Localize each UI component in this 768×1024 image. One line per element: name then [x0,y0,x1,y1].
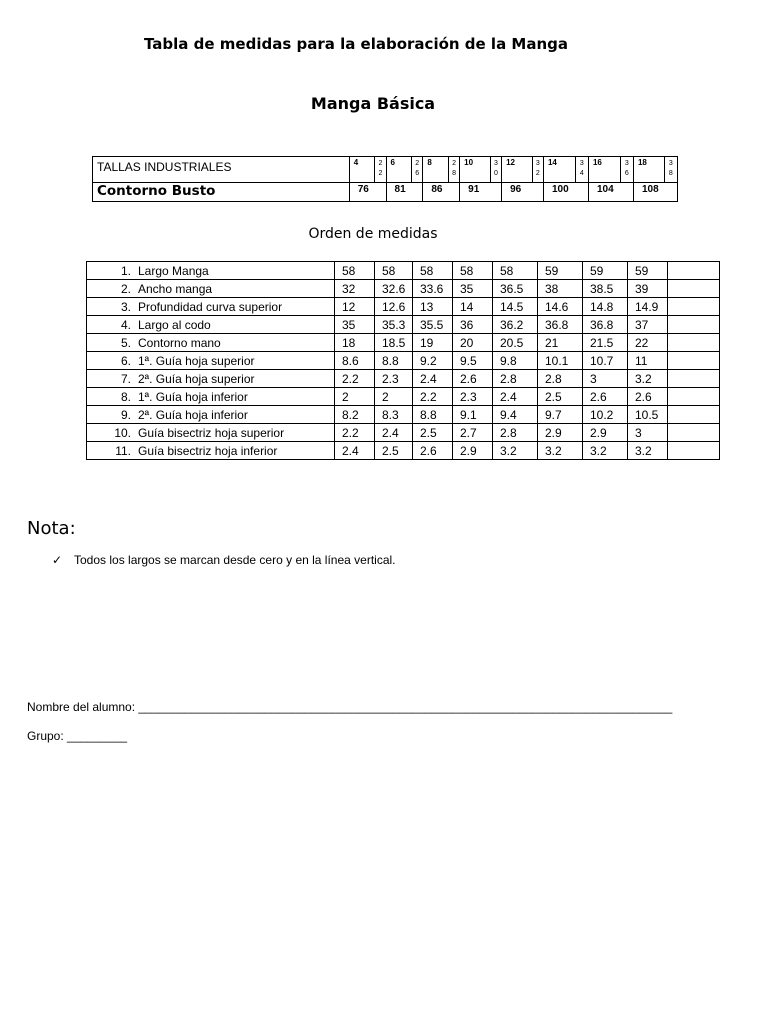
size-cell: 16 [588,157,620,183]
measure-value: 2.4 [335,442,375,460]
measure-value: 2.6 [453,370,493,388]
measure-value: 2.4 [413,370,453,388]
nota-title: Nota: [27,518,76,539]
measure-name-cell [87,298,335,316]
measure-value: 20.5 [493,334,538,352]
measure-value: 8.8 [413,406,453,424]
measure-value [668,334,720,352]
measure-value: 2.3 [375,370,413,388]
measure-name: 1ª. Guía hoja superior [138,353,255,368]
measure-value: 32 [335,280,375,298]
measure-value: 58 [413,262,453,280]
measure-value: 36.8 [583,316,628,334]
measure-value: 2.6 [413,442,453,460]
measure-name-cell [87,424,335,442]
measure-name: 1ª. Guía hoja inferior [138,389,248,404]
bust-value: 76 [349,183,386,202]
size-alt-cell: 3 4 [575,157,588,183]
measure-name: Guía bisectriz hoja inferior [138,443,278,458]
measure-value: 35.5 [413,316,453,334]
measure-value: 21 [538,334,583,352]
measure-value: 36 [453,316,493,334]
size-cell: 14 [543,157,575,183]
size-cell: 8 [423,157,449,183]
measure-value: 2.9 [453,442,493,460]
measure-value: 9.5 [453,352,493,370]
measure-number: 8. [120,389,131,404]
measure-value: 3 [583,370,628,388]
measure-value: 59 [628,262,668,280]
measure-value: 2.3 [453,388,493,406]
measure-value: 36.8 [538,316,583,334]
measure-value: 2.8 [493,424,538,442]
measure-value [668,388,720,406]
measure-row [87,316,720,334]
measure-number: 5. [120,335,131,350]
checkmark-icon: ✓ [52,553,63,567]
measure-value: 8.3 [375,406,413,424]
measure-value: 58 [335,262,375,280]
measure-value [668,316,720,334]
measure-value: 10.5 [628,406,668,424]
measure-value: 2.9 [583,424,628,442]
measure-value: 35.3 [375,316,413,334]
measure-value: 39 [628,280,668,298]
measure-number: 2. [120,281,131,296]
measure-value [668,298,720,316]
measure-value [668,262,720,280]
bust-value: 100 [543,183,588,202]
measure-value: 32.6 [375,280,413,298]
size-alt-cell: 2 2 [375,157,386,183]
measure-number: 4. [120,317,131,332]
measure-value: 36.5 [493,280,538,298]
measure-name: Largo al codo [138,317,211,332]
measures-table [86,261,720,460]
measure-value: 2.2 [335,424,375,442]
measure-value: 2.4 [493,388,538,406]
sizes-header-label: TALLAS INDUSTRIALES [93,157,350,183]
measure-value: 2.5 [413,424,453,442]
measure-value: 2.2 [413,388,453,406]
measure-number: 7. [120,371,131,386]
sizes-table [92,156,678,202]
measure-value: 12 [335,298,375,316]
measure-value: 2.6 [583,388,628,406]
measure-value: 37 [628,316,668,334]
measure-row [87,442,720,460]
measure-value: 21.5 [583,334,628,352]
measure-name-cell [87,442,335,460]
measure-value: 58 [453,262,493,280]
measure-value: 14.8 [583,298,628,316]
nota-item [52,553,396,567]
document-title: Tabla de medidas para la elaboración de la Manga [144,35,568,53]
measure-name: 2ª. Guía hoja inferior [138,407,248,422]
measure-value: 10.7 [583,352,628,370]
bust-value: 91 [460,183,502,202]
measure-name-cell [87,388,335,406]
measure-value: 38 [538,280,583,298]
measure-name-cell [87,334,335,352]
measure-value: 2.5 [375,442,413,460]
measure-value: 8.6 [335,352,375,370]
measure-row [87,334,720,352]
size-alt-cell: 3 0 [490,157,501,183]
measure-value: 58 [493,262,538,280]
size-alt-cell: 2 6 [412,157,423,183]
measure-value: 18.5 [375,334,413,352]
measure-value: 14.6 [538,298,583,316]
measure-value: 59 [583,262,628,280]
measure-name-cell [87,406,335,424]
measure-value: 19 [413,334,453,352]
measure-row [87,388,720,406]
bust-label: Contorno Busto [93,183,350,202]
size-alt-cell: 3 8 [664,157,677,183]
measure-value: 3.2 [628,370,668,388]
measure-value [668,442,720,460]
measure-value: 9.7 [538,406,583,424]
measure-value: 18 [335,334,375,352]
bust-value: 96 [502,183,544,202]
measure-name-cell [87,370,335,388]
measure-value: 8.8 [375,352,413,370]
measure-value: 35 [453,280,493,298]
measure-value [668,280,720,298]
measure-row [87,298,720,316]
student-name-field: Nombre del alumno: ________________________________________________________________________________ [27,700,673,714]
measure-value: 3.2 [538,442,583,460]
measure-value: 8.2 [335,406,375,424]
measure-value: 10.2 [583,406,628,424]
measure-value: 3 [628,424,668,442]
measure-value: 35 [335,316,375,334]
measure-name-cell [87,316,335,334]
measure-value: 13 [413,298,453,316]
measure-row [87,280,720,298]
bust-value: 108 [633,183,677,202]
measure-value: 14.5 [493,298,538,316]
measure-value: 9.2 [413,352,453,370]
measure-number: 9. [120,407,131,422]
measure-value: 33.6 [413,280,453,298]
measure-value [668,352,720,370]
measure-value: 2.8 [493,370,538,388]
measure-name: Profundidad curva superior [138,299,283,314]
measure-value: 9.1 [453,406,493,424]
measure-value: 2.9 [538,424,583,442]
nota-text: Todos los largos se marcan desde cero y en la línea vertical. [74,553,396,567]
measure-name: Guía bisectriz hoja superior [138,425,285,440]
measure-value: 2.2 [335,370,375,388]
orden-title: Orden de medidas [308,226,438,242]
group-field: Grupo: _________ [27,729,128,743]
measure-name-cell [87,280,335,298]
measure-value: 58 [375,262,413,280]
measure-row [87,352,720,370]
measure-name-cell [87,352,335,370]
measure-value: 9.4 [493,406,538,424]
measure-value [668,406,720,424]
measure-value [668,370,720,388]
size-alt-cell: 3 6 [620,157,633,183]
measure-value: 9.8 [493,352,538,370]
measure-value: 2.5 [538,388,583,406]
size-alt-cell: 2 8 [448,157,459,183]
size-cell: 10 [460,157,491,183]
measure-name: Ancho manga [138,281,213,296]
size-alt-cell: 3 2 [532,157,543,183]
measure-value: 36.2 [493,316,538,334]
measure-value: 20 [453,334,493,352]
measure-value: 12.6 [375,298,413,316]
measure-number: 3. [120,299,131,314]
measure-value: 2 [375,388,413,406]
measure-name-cell [87,262,335,280]
measure-value: 3.2 [583,442,628,460]
measure-row [87,424,720,442]
measure-value: 14 [453,298,493,316]
measure-value: 22 [628,334,668,352]
measure-value: 2 [335,388,375,406]
measure-number: 11. [115,443,131,458]
measure-name: Contorno mano [138,335,221,350]
bust-value: 104 [588,183,633,202]
size-cell: 6 [386,157,412,183]
measure-row [87,406,720,424]
bust-value: 81 [386,183,423,202]
bust-value: 86 [423,183,460,202]
measure-row [87,370,720,388]
measure-name: Largo Manga [138,263,209,278]
measure-value: 3.2 [628,442,668,460]
measure-value: 59 [538,262,583,280]
size-cell: 12 [502,157,533,183]
measure-value: 14.9 [628,298,668,316]
measure-name: 2ª. Guía hoja superior [138,371,255,386]
document-subtitle: Manga Básica [310,94,436,113]
measure-row [87,262,720,280]
measure-value: 11 [628,352,668,370]
measure-value: 2.7 [453,424,493,442]
measure-value [668,424,720,442]
measure-value: 10.1 [538,352,583,370]
measure-value: 38.5 [583,280,628,298]
measure-value: 2.8 [538,370,583,388]
measure-value: 3.2 [493,442,538,460]
measure-number: 1. [120,263,131,278]
measure-value: 2.4 [375,424,413,442]
size-cell: 18 [633,157,664,183]
measure-number: 6. [120,353,131,368]
measure-value: 2.6 [628,388,668,406]
measure-number: 10. [114,425,131,440]
size-cell: 4 [349,157,375,183]
